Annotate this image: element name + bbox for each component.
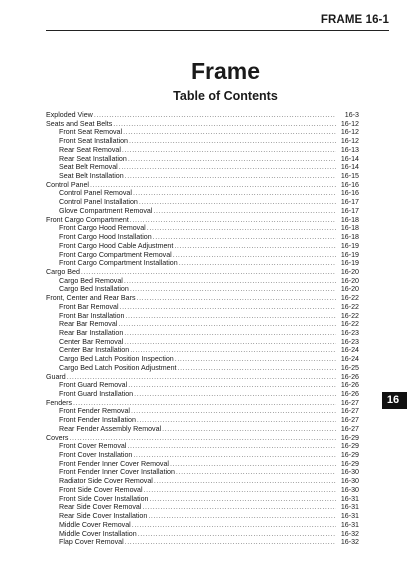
dot-leader (69, 434, 336, 443)
dot-leader (120, 303, 336, 312)
toc-subentry[interactable] (46, 338, 359, 347)
toc-entry-label: Center Bar Removal (59, 337, 124, 346)
toc-entry-page-number: 16-19 (340, 259, 359, 268)
dot-leader (174, 242, 336, 251)
toc-entry-label: Cargo Bed Removal (59, 276, 123, 285)
toc-subentry[interactable] (46, 128, 359, 137)
dot-leader (133, 451, 336, 460)
toc-entry-label: Fenders (46, 398, 73, 407)
toc-section-entry[interactable] (46, 434, 359, 443)
toc-subentry[interactable] (46, 207, 359, 216)
toc-entry-label: Control Panel Removal (59, 189, 132, 198)
toc-entry-page-number: 16-26 (340, 390, 359, 398)
toc-subentry[interactable] (46, 242, 359, 251)
dot-leader (137, 416, 336, 425)
toc-subentry[interactable] (46, 495, 359, 504)
dot-leader (123, 128, 336, 137)
toc-entry-page-number: 16-14 (340, 163, 359, 172)
toc-heading: Table of Contents (173, 89, 278, 103)
dot-leader (124, 277, 336, 286)
toc-entry-label: Front Cargo Compartment Removal (59, 250, 172, 259)
dot-leader (178, 364, 336, 373)
toc-subentry[interactable] (46, 320, 359, 329)
toc-entry-page-number: 16-29 (340, 459, 359, 468)
dot-leader (122, 146, 336, 155)
toc-entry-page-number: 16-23 (340, 337, 359, 346)
toc-entry-label: Front Cover Removal (59, 442, 127, 451)
dot-leader (137, 294, 337, 303)
toc-subentry[interactable] (46, 303, 359, 312)
dot-leader (173, 251, 336, 260)
toc-entry-label: Rear Seat Removal (59, 145, 121, 154)
toc-subentry[interactable] (46, 468, 359, 477)
toc-entry-page-number: 16-14 (340, 154, 359, 163)
toc-entry-page-number: 16-30 (340, 477, 359, 486)
toc-entry-label: Front Bar Installation (59, 311, 125, 320)
toc-section-entry[interactable] (46, 373, 359, 382)
toc-entry-page-number: 16-30 (340, 485, 359, 494)
toc-entry-page-number: 16-29 (340, 433, 359, 442)
chapter-tab-edge (404, 392, 407, 409)
toc-section-entry[interactable] (46, 399, 359, 408)
dot-leader (131, 407, 336, 416)
toc-entry-label: Rear Bar Installation (59, 328, 124, 337)
toc-subentry[interactable] (46, 451, 359, 460)
toc-entry-page-number: 16-20 (340, 285, 359, 294)
toc-subentry[interactable] (46, 172, 359, 181)
toc-entry-page-number: 16-27 (340, 407, 359, 416)
toc-entry-label: Front Side Cover Installation (59, 494, 149, 503)
dot-leader (130, 216, 336, 225)
toc-entry-page-number: 16-13 (340, 145, 359, 154)
dot-leader (132, 521, 336, 530)
toc-entry-label: Seat Belt Removal (59, 163, 118, 172)
toc-entry-page-number: 16-29 (340, 442, 359, 451)
toc-entry-label: Front Guard Removal (59, 381, 128, 390)
toc-entry-page-number: 16-27 (340, 424, 359, 433)
toc-entry-label: Front Seat Removal (59, 128, 123, 137)
toc-entry-page-number: 16-22 (340, 311, 359, 320)
dot-leader (129, 137, 336, 146)
toc-subentry[interactable] (46, 259, 359, 268)
dot-leader (130, 285, 336, 294)
toc-section-entry[interactable] (46, 268, 359, 277)
toc-entry-page-number: 16-18 (340, 215, 359, 224)
toc-entry-page-number: 16-22 (340, 320, 359, 329)
toc-section-entry[interactable] (46, 120, 359, 129)
toc-entry-label: Rear Bar Removal (59, 320, 118, 329)
toc-entry-page-number: 16-17 (340, 206, 359, 215)
toc-subentry[interactable] (46, 416, 359, 425)
toc-subentry[interactable] (46, 277, 359, 286)
toc-entry-page-number: 16-32 (340, 529, 359, 538)
dot-leader (170, 460, 336, 469)
chapter-title: Frame (190, 58, 261, 84)
toc-entry-label: Cargo Bed Latch Position Inspection (59, 355, 174, 364)
toc-entry-page-number: 16-27 (340, 398, 359, 407)
dot-leader (125, 538, 336, 547)
toc-entry-label: Front Fender Inner Cover Removal (59, 459, 169, 468)
toc-entry-page-number: 16-16 (340, 180, 359, 189)
toc-entry-page-number: 16-26 (340, 372, 359, 381)
dot-leader (128, 155, 336, 164)
toc-subentry[interactable] (46, 477, 359, 486)
toc-entry-label: Glove Compartment Removal (59, 206, 153, 215)
dot-leader (138, 530, 336, 539)
toc-subentry[interactable] (46, 503, 359, 512)
dot-leader (147, 224, 336, 233)
toc-entry-page-number: 16-24 (340, 346, 359, 355)
toc-entry-page-number: 16-20 (340, 267, 359, 276)
page-header (46, 14, 389, 31)
toc-subentry[interactable] (46, 155, 359, 164)
toc-entry-label: Guard (46, 372, 66, 381)
dot-leader (94, 111, 336, 120)
toc-section-entry[interactable] (46, 294, 359, 303)
toc-entry-page-number: 16-18 (340, 233, 359, 242)
toc-entry-label: Rear Side Cover Removal (59, 503, 142, 512)
dot-leader (154, 477, 336, 486)
toc-entry-label: Rear Side Cover Installation (59, 512, 148, 521)
toc-entry-label: Rear Seat Installation (59, 154, 127, 163)
toc-subentry[interactable] (46, 364, 359, 373)
toc-subentry[interactable] (46, 521, 359, 530)
toc-entry-page-number: 16-32 (340, 538, 359, 547)
toc-entry-label: Cargo Bed Latch Position Adjustment (59, 363, 177, 372)
toc-entry-page-number: 16-26 (340, 381, 359, 390)
dot-leader (150, 495, 336, 504)
toc-entry-label: Seat Belt Installation (59, 172, 124, 181)
toc-entry-page-number: 16-15 (340, 172, 359, 181)
toc-subentry[interactable] (46, 425, 359, 434)
toc-entry-page-number: 16-31 (340, 503, 359, 512)
toc-entry-label: Covers (46, 433, 69, 442)
toc-subentry[interactable] (46, 512, 359, 521)
toc-entry-page-number: 16-19 (340, 250, 359, 259)
toc-entry-label: Front Side Cover Removal (59, 485, 143, 494)
toc-entry-page-number: 16-22 (340, 302, 359, 311)
toc-entry-label: Control Panel (46, 180, 89, 189)
dot-leader (113, 120, 336, 129)
toc-entry-label: Middle Cover Removal (59, 520, 131, 529)
toc-entry-page-number: 16-18 (340, 224, 359, 233)
toc-entry-page-number: 16-22 (340, 294, 359, 303)
toc-entry-label: Front Bar Removal (59, 302, 119, 311)
toc-subentry[interactable] (46, 407, 359, 416)
toc-entry-label: Front, Center and Rear Bars (46, 294, 136, 303)
dot-leader (134, 390, 336, 399)
toc-entry-label: Radiator Side Cover Removal (59, 477, 153, 486)
toc-entry-label: Seats and Seat Belts (46, 119, 113, 128)
toc-entry-page-number: 16-23 (340, 328, 359, 337)
toc-entry-label: Cargo Bed Installation (59, 285, 129, 294)
toc-entry-label: Front Cargo Hood Removal (59, 224, 146, 233)
toc-subentry[interactable] (46, 486, 359, 495)
dot-leader (90, 181, 336, 190)
dot-leader (73, 399, 336, 408)
toc-entry-page-number: 16-16 (340, 189, 359, 198)
toc-entry-page-number: 16-12 (340, 119, 359, 128)
dot-leader (81, 268, 336, 277)
toc-subentry[interactable] (46, 146, 359, 155)
toc-entry-label: Front Cargo Compartment Installation (59, 259, 178, 268)
dot-leader (176, 468, 336, 477)
toc-entry-label: Front Guard Installation (59, 390, 134, 398)
toc-entry-label: Rear Fender Assembly Removal (59, 424, 162, 433)
toc-entry-label: Front Fender Inner Cover Installation (59, 468, 175, 477)
toc-entry-page-number: 16-17 (340, 198, 359, 207)
table-of-contents (46, 111, 359, 547)
toc-subentry[interactable] (46, 251, 359, 260)
dot-leader (124, 329, 336, 338)
toc-entry-page-number: 16-19 (340, 241, 359, 250)
toc-entry-label: Front Fender Installation (59, 416, 136, 425)
toc-entry-label: Middle Cover Installation (59, 529, 137, 538)
toc-section-entry[interactable] (46, 181, 359, 190)
toc-subentry[interactable] (46, 538, 359, 547)
toc-entry-label: Front Cargo Hood Cable Adjustment (59, 241, 174, 250)
toc-subentry[interactable] (46, 442, 359, 451)
toc-entry-label: Front Cover Installation (59, 451, 133, 460)
dot-leader (130, 346, 336, 355)
dot-leader (142, 503, 336, 512)
toc-entry-label: Center Bar Installation (59, 346, 130, 355)
dot-leader (139, 198, 336, 207)
dot-leader (125, 312, 336, 321)
toc-entry-label: Exploded View (46, 111, 93, 119)
toc-entry-page-number: 16-12 (340, 128, 359, 137)
toc-subentry[interactable] (46, 390, 359, 399)
dot-leader (179, 259, 336, 268)
chapter-tab: 16 (382, 392, 404, 409)
toc-entry-page-number: 16-31 (340, 512, 359, 521)
toc-entry-page-number: 16-3 (344, 111, 359, 119)
dot-leader (128, 381, 336, 390)
dot-leader (175, 355, 336, 364)
toc-subentry[interactable] (46, 163, 359, 172)
toc-entry-label: Control Panel Installation (59, 198, 138, 207)
toc-entry-page-number: 16-31 (340, 494, 359, 503)
toc-section-entry[interactable] (46, 216, 359, 225)
toc-entry-label: Front Fender Removal (59, 407, 130, 416)
toc-entry-page-number: 16-27 (340, 416, 359, 425)
toc-entry-page-number: 16-20 (340, 276, 359, 285)
toc-subentry[interactable] (46, 285, 359, 294)
toc-entry-label: Front Cargo Compartment (46, 215, 129, 224)
dot-leader (127, 442, 336, 451)
dot-leader (144, 486, 336, 495)
toc-subentry[interactable] (46, 224, 359, 233)
dot-leader (133, 189, 336, 198)
toc-entry-page-number: 16-12 (340, 137, 359, 146)
toc-subentry[interactable] (46, 233, 359, 242)
dot-leader (162, 425, 336, 434)
dot-leader (119, 163, 336, 172)
toc-subentry[interactable] (46, 198, 359, 207)
toc-subentry[interactable] (46, 355, 359, 364)
toc-entry-page-number: 16-31 (340, 520, 359, 529)
toc-entry-page-number: 16-30 (340, 468, 359, 477)
toc-subentry[interactable] (46, 460, 359, 469)
toc-subentry[interactable] (46, 530, 359, 539)
toc-subentry[interactable] (46, 381, 359, 390)
dot-leader (153, 207, 336, 216)
dot-leader (124, 338, 336, 347)
toc-entry-label: Front Seat Installation (59, 137, 129, 146)
toc-section-entry[interactable] (46, 111, 359, 120)
toc-entry-label: Cargo Bed (46, 267, 80, 276)
dot-leader (67, 373, 336, 382)
toc-subentry[interactable] (46, 312, 359, 321)
toc-entry-page-number: 16-25 (340, 363, 359, 372)
toc-subentry[interactable] (46, 189, 359, 198)
dot-leader (153, 233, 336, 242)
toc-entry-page-number: 16-24 (340, 355, 359, 364)
toc-entry-page-number: 16-29 (340, 451, 359, 460)
dot-leader (118, 320, 336, 329)
toc-subentry[interactable] (46, 137, 359, 146)
toc-entry-label: Front Cargo Hood Installation (59, 233, 152, 242)
toc-entry-label: Flap Cover Removal (59, 538, 124, 547)
dot-leader (148, 512, 336, 521)
toc-subentry[interactable] (46, 329, 359, 338)
toc-subentry[interactable] (46, 346, 359, 355)
dot-leader (125, 172, 336, 181)
running-header-title: FRAME 16-1 (320, 14, 389, 26)
